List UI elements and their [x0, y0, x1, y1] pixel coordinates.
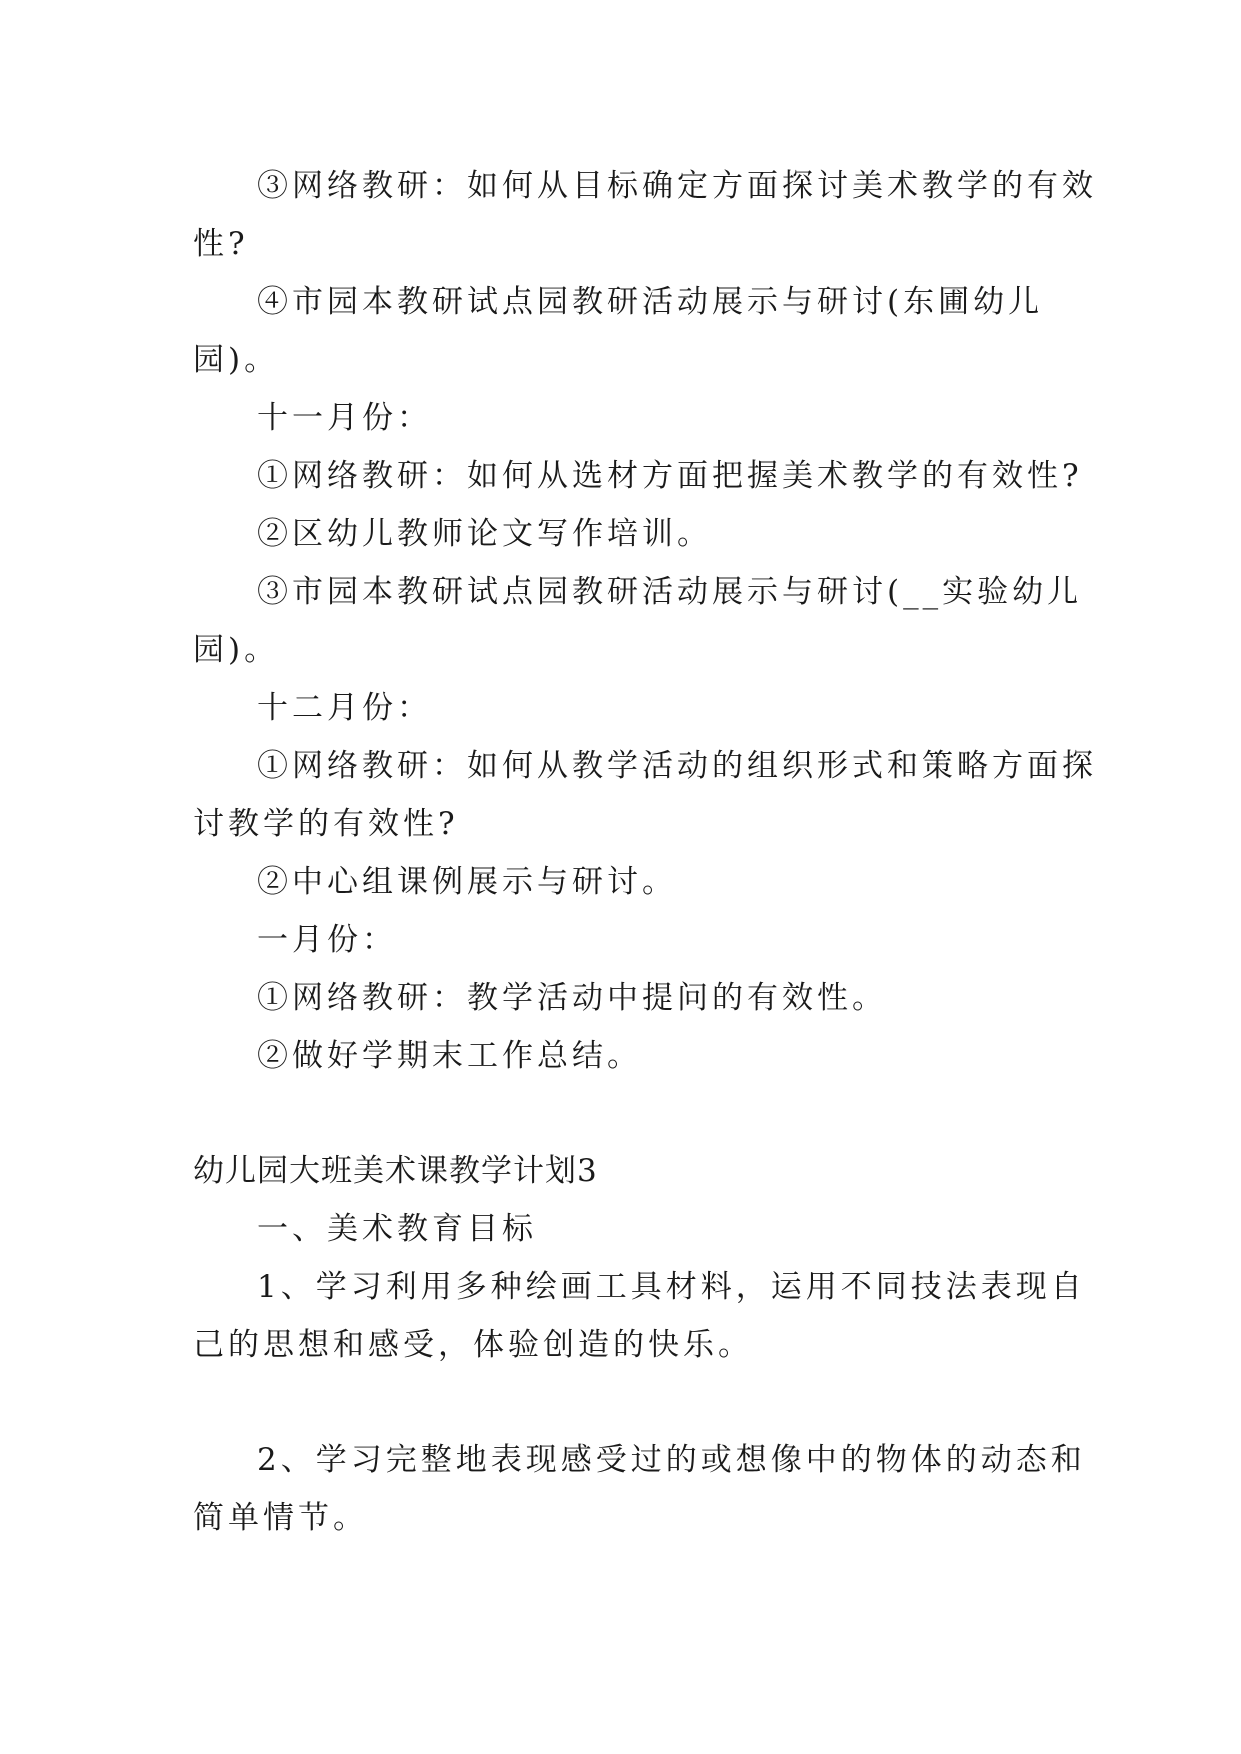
- paragraph-line: ③网络教研：如何从目标确定方面探讨美术教学的有效: [257, 168, 1097, 204]
- paragraph-line: 1、学习利用多种绘画工具材料，运用不同技法表现自: [257, 1269, 1086, 1305]
- paragraph-line: ④市园本教研试点园教研活动展示与研讨(东圃幼儿: [257, 284, 1044, 320]
- paragraph-line: 园)。: [193, 632, 280, 668]
- paragraph-line: ②做好学期末工作总结。: [257, 1038, 642, 1074]
- paragraph-line: 己的思想和感受，体验创造的快乐。: [193, 1327, 753, 1363]
- section-title: 幼儿园大班美术课教学计划3: [193, 1153, 598, 1189]
- paragraph-line: ③市园本教研试点园教研活动展示与研讨(__实验幼儿: [257, 574, 1083, 610]
- month-heading: 一月份：: [257, 922, 397, 958]
- month-heading: 十二月份：: [257, 690, 432, 726]
- paragraph-line: 园)。: [193, 342, 280, 378]
- paragraph-line: 讨教学的有效性?: [193, 806, 459, 842]
- paragraph-line: 性?: [193, 226, 249, 262]
- paragraph-line: ②区幼儿教师论文写作培训。: [257, 516, 712, 552]
- month-heading: 十一月份：: [257, 400, 432, 436]
- paragraph-line: ①网络教研：如何从教学活动的组织形式和策略方面探: [257, 748, 1097, 784]
- paragraph-line: ①网络教研：如何从选材方面把握美术教学的有效性?: [257, 458, 1083, 494]
- paragraph-line: 2、学习完整地表现感受过的或想像中的物体的动态和: [257, 1442, 1086, 1478]
- paragraph-line: 简单情节。: [193, 1500, 368, 1536]
- paragraph-line: ②中心组课例展示与研讨。: [257, 864, 677, 900]
- section-heading: 一、美术教育目标: [257, 1211, 537, 1247]
- paragraph-line: ①网络教研：教学活动中提问的有效性。: [257, 980, 887, 1016]
